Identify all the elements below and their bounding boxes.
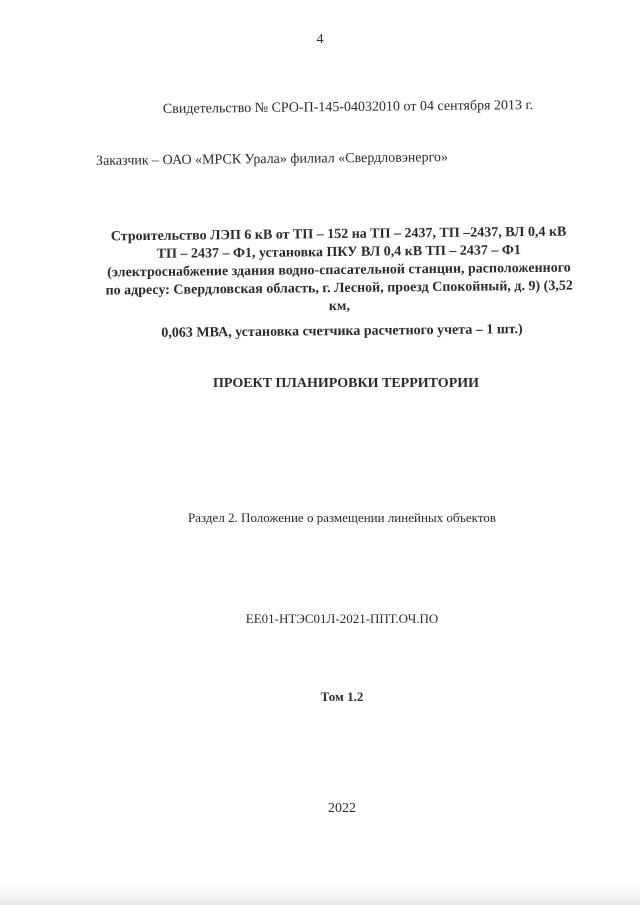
document-code: ЕЕ01-НТЭС01Л-2021-ППТ.ОЧ.ПО (245, 611, 439, 626)
volume-label: Том 1.2 (320, 689, 364, 704)
title-tail-line: 0,063 МВА, установка счетчика расчетного учета – 1 шт.) (161, 322, 523, 341)
certificate-line: Свидетельство № СРО-П-145-04032010 от 04 сентября 2013 г. (162, 98, 534, 117)
page-number: 4 (316, 32, 324, 47)
title-line: км, (328, 298, 350, 315)
project-heading: ПРОЕКТ ПЛАНИРОВКИ ТЕРРИТОРИИ (212, 376, 480, 391)
title-line: (электроснабжение здания водно-спасательной станции, расположенного (107, 260, 571, 281)
section-title: Раздел 2. Положение о размещении линейных объектов (188, 510, 496, 525)
year-label: 2022 (328, 801, 356, 816)
title-line: Строительство ЛЭП 6 кВ от ТП – 152 на ТП – 2437, ТП –2437, ВЛ 0,4 кВ (110, 224, 567, 245)
project-title (84, 223, 595, 318)
title-line: ТП – 2437 – Ф1, установка ПКУ ВЛ 0,4 кВ ТП – 2437 – Ф1 (156, 243, 521, 262)
customer-line: Заказчик – ОАО «МРСК Урала» филиал «Свердловэнерго» (95, 150, 449, 169)
title-line: по адресу: Свердловская область, г. Лесной, проезд Спокойный, д. 9) (3,52 (105, 278, 573, 299)
